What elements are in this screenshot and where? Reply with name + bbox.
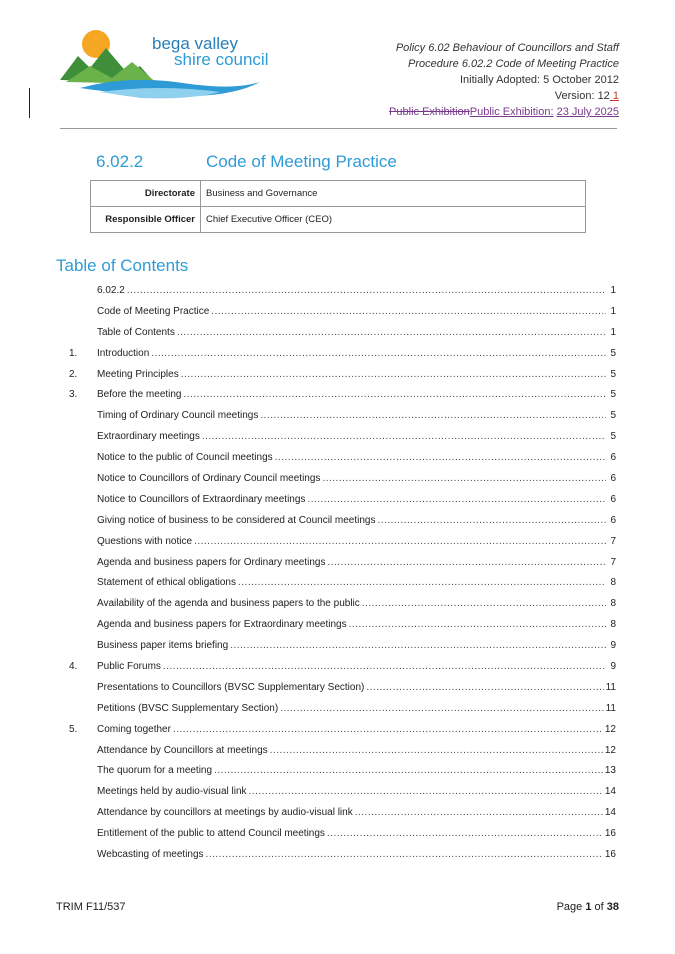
footer-trim: TRIM F11/537 xyxy=(56,901,126,913)
toc-entry-number: 1. xyxy=(69,347,78,359)
inserted-date: 23 July 2025 xyxy=(556,106,619,118)
toc-leader-dots xyxy=(194,536,606,547)
responsibility-table xyxy=(90,180,586,233)
toc-leader-dots xyxy=(260,410,606,421)
toc-leader-dots xyxy=(206,849,603,860)
toc-leader-dots xyxy=(238,577,606,588)
toc-entry-title: Giving notice of business to be considered at Council meetings xyxy=(97,514,376,526)
toc-entry[interactable] xyxy=(69,823,616,844)
toc-entry-title: Attendance by Councillors at meetings xyxy=(97,744,268,756)
section-heading xyxy=(96,152,397,172)
toc-entry-title: Meetings held by audio-visual link xyxy=(97,786,247,798)
toc-entry-title: Attendance by councillors at meetings by audio-visual link xyxy=(97,807,353,819)
toc-leader-dots xyxy=(211,306,606,317)
deleted-text: Public Exhibition xyxy=(389,106,470,118)
document-header xyxy=(389,40,619,120)
toc-entry[interactable] xyxy=(69,364,616,385)
toc-leader-dots xyxy=(349,619,606,630)
toc-entry-page: 8 xyxy=(610,577,616,589)
toc-leader-dots xyxy=(362,598,606,609)
toc-heading: Table of Contents xyxy=(56,256,189,275)
toc-leader-dots xyxy=(307,494,606,505)
bega-valley-logo xyxy=(60,22,280,100)
toc-entry-page: 5 xyxy=(610,410,616,422)
toc-entry-title: Code of Meeting Practice xyxy=(97,305,210,317)
toc-entry-number: 5. xyxy=(69,723,78,735)
toc-entry[interactable] xyxy=(69,426,616,447)
toc-entry[interactable] xyxy=(69,760,616,781)
toc-leader-dots xyxy=(151,348,606,359)
toc-entry-page: 12 xyxy=(604,744,616,756)
toc-entry[interactable] xyxy=(69,343,616,364)
table-row xyxy=(91,207,586,233)
toc-entry-title: Notice to Councillors of Extraordinary meetings xyxy=(97,493,306,505)
logo-graphic xyxy=(60,22,280,100)
toc-entry-page: 16 xyxy=(604,828,616,840)
header-version xyxy=(389,88,619,104)
toc-entry-page: 11 xyxy=(605,681,616,693)
toc-leader-dots xyxy=(214,765,603,776)
toc-entry-title: Availability of the agenda and business papers to the public xyxy=(97,598,360,610)
toc-leader-dots xyxy=(177,327,606,338)
toc-entry-page: 5 xyxy=(610,389,616,401)
page-of: of xyxy=(591,901,607,913)
toc-entry-page: 14 xyxy=(604,786,616,798)
toc-entry[interactable] xyxy=(69,405,616,426)
toc-leader-dots xyxy=(327,557,606,568)
toc-entry[interactable] xyxy=(69,698,616,719)
toc-entry[interactable] xyxy=(69,677,616,698)
toc-entry-title: Questions with notice xyxy=(97,535,193,547)
page-prefix: Page xyxy=(556,901,586,913)
toc-entry-title: Notice to the public of Council meetings xyxy=(97,452,273,464)
toc-entry-page: 12 xyxy=(604,723,616,735)
toc-entry-page: 1 xyxy=(610,326,616,338)
toc-entry-page: 11 xyxy=(605,702,616,714)
toc-entry-title: Extraordinary meetings xyxy=(97,431,200,443)
toc-entry[interactable] xyxy=(69,510,616,531)
page-total: 38 xyxy=(606,901,619,913)
toc-entry-number: 3. xyxy=(69,389,78,401)
toc-leader-dots xyxy=(355,807,603,818)
toc-entry[interactable] xyxy=(69,468,616,489)
text-cursor xyxy=(29,88,30,118)
table-row xyxy=(91,181,586,207)
toc-entry-title: Timing of Ordinary Council meetings xyxy=(97,410,259,422)
version-insert: 1 xyxy=(609,90,619,102)
toc-entry[interactable] xyxy=(69,593,616,614)
toc-entry-title: 6.02.2 xyxy=(97,284,125,296)
toc-entry[interactable] xyxy=(69,740,616,761)
header-procedure: Procedure 6.02.2 Code of Meeting Practice xyxy=(408,58,619,70)
toc-entry[interactable] xyxy=(69,322,616,343)
officer-label: Responsible Officer xyxy=(91,207,201,233)
toc-leader-dots xyxy=(378,515,607,526)
toc-leader-dots xyxy=(181,369,606,380)
version-label: Version: 12 xyxy=(554,90,610,102)
logo-line2: shire council xyxy=(174,50,269,69)
section-title: Code of Meeting Practice xyxy=(206,152,397,171)
toc-entry-title: Public Forums xyxy=(97,660,161,672)
toc-entry-title: Petitions (BVSC Supplementary Section) xyxy=(97,702,279,714)
page-number: 1 xyxy=(585,901,592,913)
toc-leader-dots xyxy=(322,473,606,484)
header-policy: Policy 6.02 Behaviour of Councillors and Staff xyxy=(395,42,619,54)
toc-leader-dots xyxy=(270,745,603,756)
header-exhibition xyxy=(389,104,619,120)
toc-entry-title: Coming together xyxy=(97,723,171,735)
toc-entry-page: 6 xyxy=(610,472,616,484)
toc-entry[interactable] xyxy=(69,656,616,677)
toc-leader-dots xyxy=(275,452,606,463)
toc-entry-page: 1 xyxy=(610,305,616,317)
toc-entry[interactable] xyxy=(69,781,616,802)
toc-entry[interactable] xyxy=(69,844,616,865)
toc-entry-page: 16 xyxy=(604,848,616,860)
toc-entry-page: 6 xyxy=(610,514,616,526)
toc-entry-page: 7 xyxy=(610,535,616,547)
toc-entry-page: 8 xyxy=(610,619,616,631)
toc-entry[interactable] xyxy=(69,552,616,573)
toc-leader-dots xyxy=(230,640,606,651)
table-of-contents xyxy=(69,280,616,865)
toc-leader-dots xyxy=(163,661,606,672)
toc-entry-title: Webcasting of meetings xyxy=(97,848,204,860)
toc-entry-title: Introduction xyxy=(97,347,150,359)
toc-entry[interactable] xyxy=(69,301,616,322)
toc-entry-title: Before the meeting xyxy=(97,389,182,401)
toc-leader-dots xyxy=(127,285,606,296)
toc-entry-page: 5 xyxy=(610,347,616,359)
toc-entry[interactable] xyxy=(69,280,616,301)
logo-line1: bega valley xyxy=(152,34,239,53)
toc-entry[interactable] xyxy=(69,614,616,635)
toc-entry-title: Business paper items briefing xyxy=(97,640,229,652)
header-adopted: Initially Adopted: 5 October 2012 xyxy=(460,74,619,86)
section-number: 6.02.2 xyxy=(96,152,144,171)
toc-entry-title: Presentations to Councillors (BVSC Supplementary Section) xyxy=(97,681,365,693)
toc-entry-page: 5 xyxy=(610,431,616,443)
footer-page xyxy=(557,901,619,913)
toc-entry-page: 8 xyxy=(610,598,616,610)
toc-entry[interactable] xyxy=(69,447,616,468)
toc-entry-page: 9 xyxy=(610,660,616,672)
directorate-value: Business and Governance xyxy=(201,181,586,207)
toc-leader-dots xyxy=(184,389,607,400)
toc-entry-number: 4. xyxy=(69,660,78,672)
toc-leader-dots xyxy=(366,682,603,693)
toc-entry-title: The quorum for a meeting xyxy=(97,765,213,777)
toc-entry[interactable] xyxy=(69,802,616,823)
toc-entry-page: 6 xyxy=(610,452,616,464)
toc-entry[interactable] xyxy=(69,531,616,552)
toc-leader-dots xyxy=(249,786,603,797)
header-divider xyxy=(60,128,617,129)
toc-entry-page: 7 xyxy=(610,556,616,568)
toc-leader-dots xyxy=(327,828,603,839)
toc-entry[interactable] xyxy=(69,572,616,593)
toc-entry[interactable] xyxy=(69,719,616,740)
inserted-label: Public Exhibition: xyxy=(469,106,554,118)
toc-entry-title: Statement of ethical obligations xyxy=(97,577,236,589)
toc-entry-page: 14 xyxy=(604,807,616,819)
toc-entry-title: Agenda and business papers for Extraordinary meetings xyxy=(97,619,347,631)
toc-entry-page: 6 xyxy=(610,493,616,505)
toc-entry-page: 13 xyxy=(604,765,616,777)
toc-leader-dots xyxy=(280,703,603,714)
toc-leader-dots xyxy=(202,431,606,442)
toc-entry[interactable] xyxy=(69,384,616,405)
toc-entry-number: 2. xyxy=(69,368,78,380)
toc-entry-page: 9 xyxy=(610,640,616,652)
toc-entry[interactable] xyxy=(69,635,616,656)
toc-entry-title: Notice to Councillors of Ordinary Council meetings xyxy=(97,472,321,484)
toc-entry-page: 5 xyxy=(610,368,616,380)
toc-entry-title: Entitlement of the public to attend Council meetings xyxy=(97,828,325,840)
toc-entry[interactable] xyxy=(69,489,616,510)
toc-leader-dots xyxy=(173,724,603,735)
toc-entry-page: 1 xyxy=(610,284,616,296)
directorate-label: Directorate xyxy=(91,181,201,207)
toc-entry-title: Agenda and business papers for Ordinary meetings xyxy=(97,556,326,568)
toc-entry-title: Meeting Principles xyxy=(97,368,179,380)
toc-entry-title: Table of Contents xyxy=(97,326,175,338)
officer-value: Chief Executive Officer (CEO) xyxy=(201,207,586,233)
